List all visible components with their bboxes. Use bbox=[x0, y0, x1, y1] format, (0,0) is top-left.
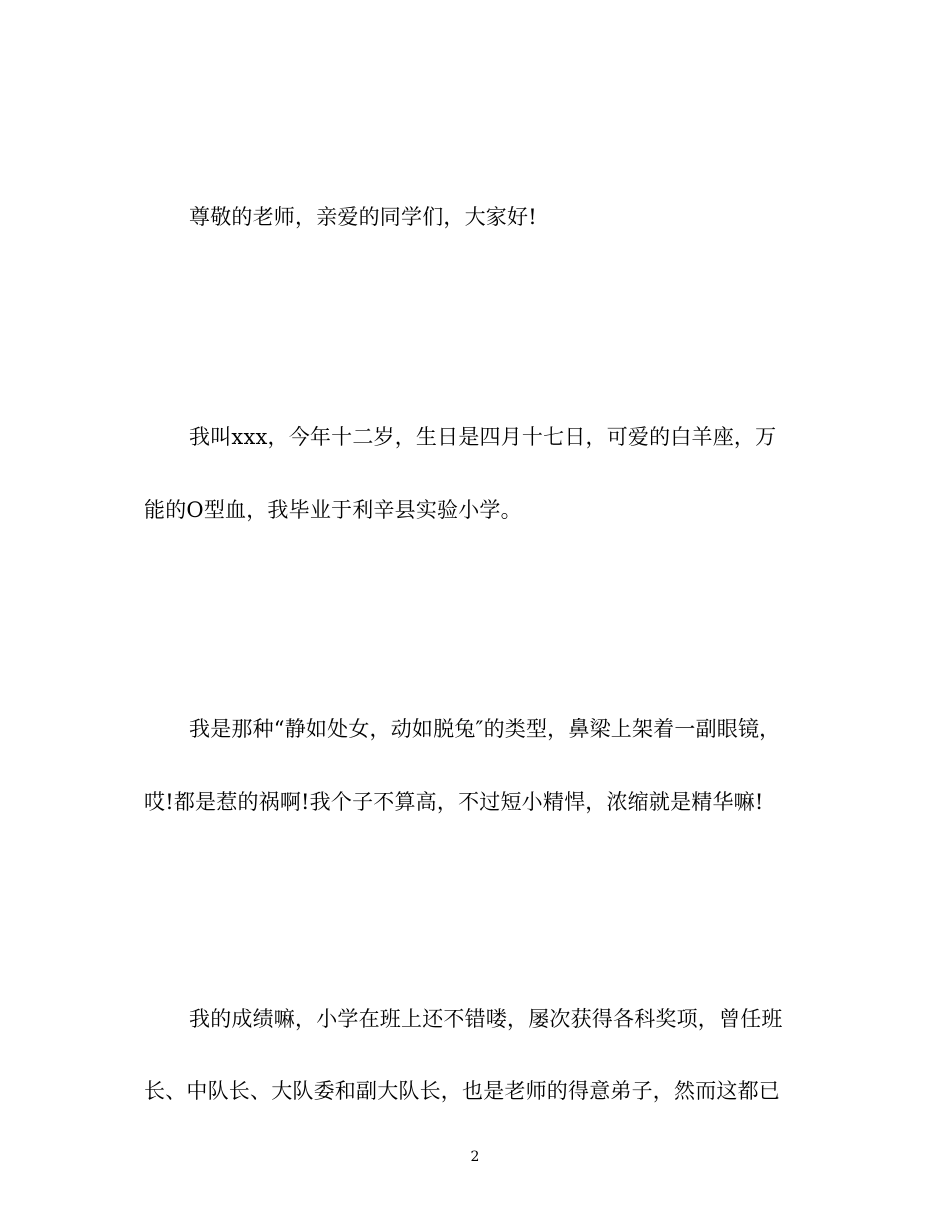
grades-paragraph-line-2: 长、中队长、大队委和副大队长，也是老师的得意弟子，然而这都已 bbox=[144, 1079, 780, 1103]
greeting-line: 尊敬的老师，亲爱的同学们，大家好! bbox=[189, 205, 537, 229]
appearance-paragraph-line-1: 我是那种“静如处女，动如脱兔″的类型，鼻梁上架着一副眼镜， bbox=[189, 717, 781, 741]
page-number: 2 bbox=[470, 1149, 480, 1165]
grades-paragraph-line-1: 我的成绩嘛，小学在班上还不错喽，屡次获得各科奖项，曾任班 bbox=[189, 1007, 783, 1031]
intro-paragraph-line-1: 我叫xxx，今年十二岁，生日是四月十七日，可爱的白羊座，万 bbox=[189, 425, 777, 449]
appearance-paragraph-line-2: 哎!都是惹的祸啊!我个子不算高，不过短小精悍，浓缩就是精华嘛! bbox=[144, 790, 764, 814]
intro-paragraph-line-2: 能的O型血，我毕业于利辛县实验小学。 bbox=[144, 498, 522, 522]
